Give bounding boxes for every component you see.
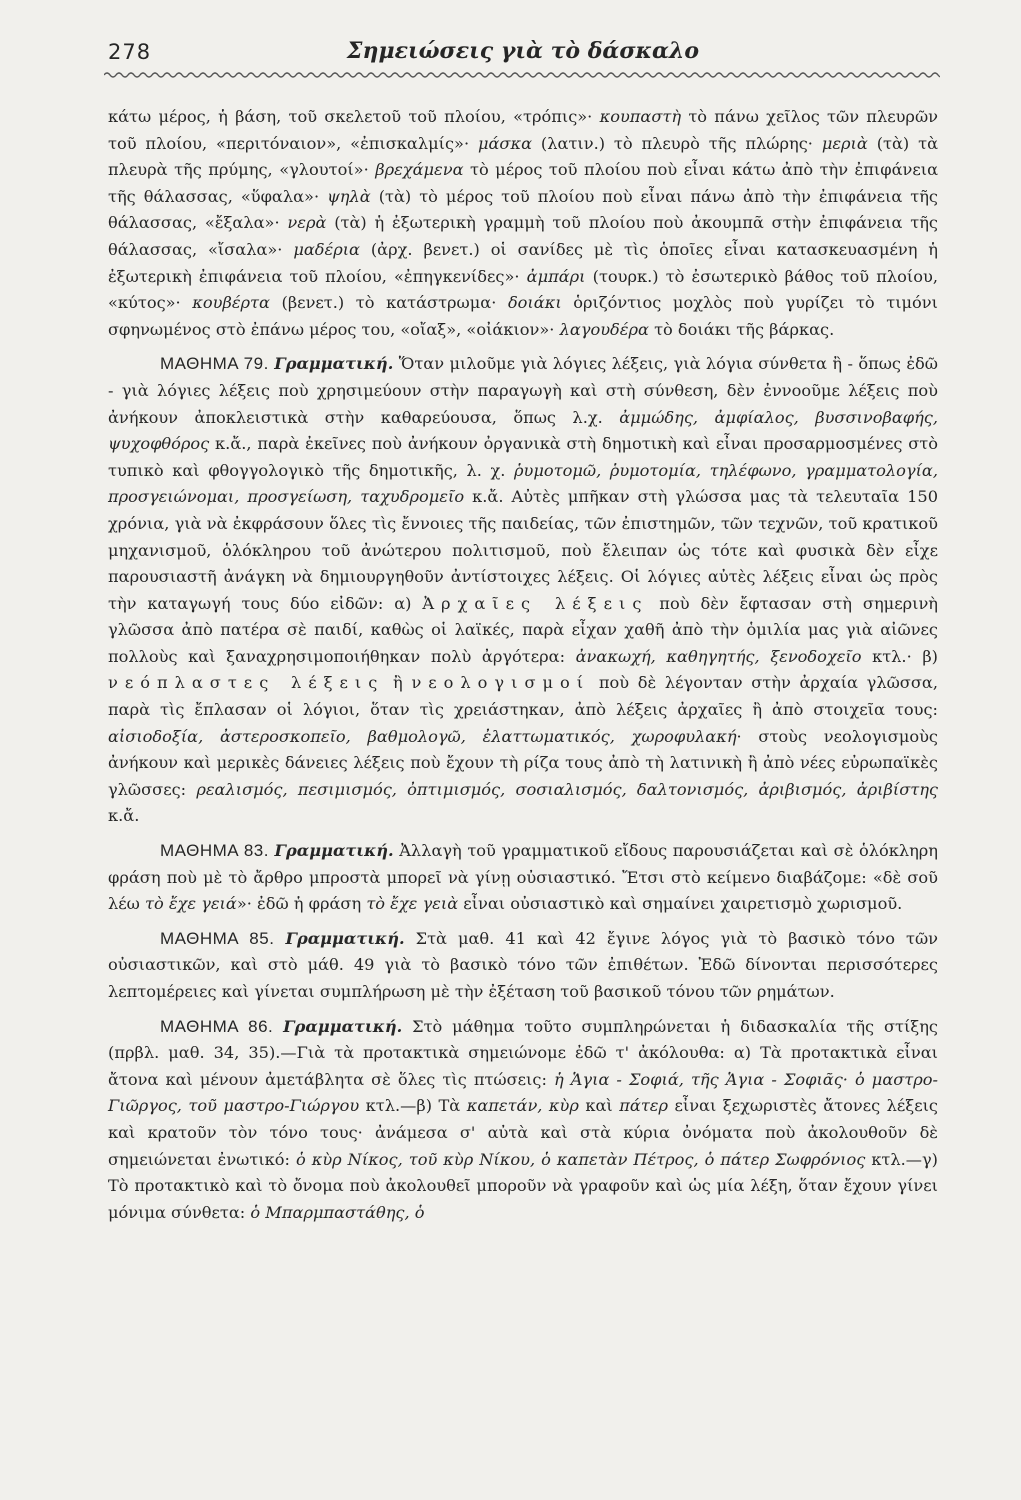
- lesson-85-label: ΜΑΘΗΜΑ 85.: [160, 928, 275, 948]
- lesson-83-label: ΜΑΘΗΜΑ 83.: [160, 841, 269, 861]
- lesson-86-label: ΜΑΘΗΜΑ 86.: [160, 1016, 274, 1036]
- lesson-79-paragraph: ΜΑΘΗΜΑ 79. Γραμματική. Ὅταν μιλοῦμε γιὰ λόγιες λέξεις, γιὰ λόγια σύνθετα ἢ - ὅπως ἐδῶ - γιὰ λόγιες λέξεις ποὺ χρησιμεύουν στὴν παραγωγὴ καὶ στὴ σύνθεση, δὲν ἐννοοῦμε λέξεις ποὺ ἀνήκουν ἀποκλειστικὰ στὴν καθαρεύουσα, ὅπως λ.χ. ἀμμώδης, ἀμφίαλος, βυσσινοβαφής, ψυχοφθόρος κ.ἄ., παρὰ ἐκεῖνες ποὺ ἀνήκουν ὀργανικὰ στὴ δημοτικὴ καὶ εἶναι προσαρμοσμένες στὸ τυπικὸ καὶ φθογγολογικὸ τῆς δημοτικῆς, λ. χ. ῥυμοτομῶ, ῥυμοτομία, τηλέφωνο, γραμματολογία, προσγειώνομαι, προσγείωση, ταχυδρομεῖο κ.ἄ. Αὐτὲς μπῆκαν στὴ γλώσσα μας τὰ τελευταῖα 150 χρόνια, γιὰ νὰ ἐκφράσουν ὅλες τὶς ἔννοιες τῆς παιδείας, τῶν ἐπιστημῶν, τῶν τεχνῶν, τοῦ κρατικοῦ μηχανισμοῦ, ὁλόκληρου τοῦ ἀνώτερου πολιτισμοῦ, ποὺ ἔλειπαν ὡς τότε καὶ φυσικὰ δὲν εἶχε παρουσιαστῆ ἀνάγκη νὰ δημιουργηθοῦν ἀντίστοιχες λέξεις. Οἱ λόγιες αὐτὲς λέξεις εἶναι ὡς πρὸς τὴν καταγωγή τους δύο εἰδῶν: α) Ἀρχαῖες λέξεις ποὺ δὲν ἔφτασαν στὴ σημερινὴ γλῶσσα ἀπὸ πατέρα σὲ παιδί, καθὼς οἱ λαϊκές, παρὰ εἶχαν χαθῆ ἀπὸ τὴν ὁμιλία μας γιὰ αἰῶνες πολλοὺς καὶ ξαναχρησιμοποιήθηκαν πολὺ ἀργότερα: ἀνακωχή, καθηγητής, ξενοδοχεῖο κτλ.· β) νεόπλαστες λέξεις ἢ νεολογισμοί ποὺ δὲ λέγονταν στὴν ἀρχαία γλῶσσα, παρὰ τὶς ἔπλασαν οἱ λόγιοι, ὅταν τὶς χρειάστηκαν, ἀπὸ λέξεις ἀρχαῖες ἢ ἀπὸ στοιχεῖα τους: αἰσιοδοξία, ἀστεροσκοπεῖο, βαθμολογῶ, ἐλαττωματικός, χωροφυλακή· στοὺς νεολογισμοὺς ἀνήκουν καὶ μερικὲς δάνειες λέξεις ποὺ ἔχουν τὴ ρίζα τους ἀπὸ τὴ λατινικὴ ἢ ἀπὸ νέες εὐρωπαϊκὲς γλῶσσες: ρεαλισμός, πεσιμισμός, ὀπτιμισμός, σοσιαλισμός, δαλτονισμός, ἀριβισμός, ἀριβίστης κ.ἄ.: [108, 354, 939, 826]
- running-title: Σημειώσεις γιὰ τὸ δάσκαλο: [346, 38, 700, 64]
- lesson-83-subject: Γραμματική.: [274, 841, 394, 861]
- page-number: 278: [108, 40, 152, 64]
- lesson-85-paragraph: ΜΑΘΗΜΑ 85. Γραμματική. Στὰ μαθ. 41 καὶ 42 ἔγινε λόγος γιὰ τὸ βασικὸ τόνο τῶν οὐσιαστικῶν, καὶ στὸ μάθ. 49 γιὰ τὸ βασικὸ τόνο τῶν ἐπιθέτων. Ἐδῶ δίνονται περισσότερες λεπτομέρειες καὶ γίνεται συμπλήρωση μὲ τὴν ἐξέταση τοῦ βασικοῦ τόνου τῶν ρημάτων.: [108, 928, 938, 1001]
- intro-paragraph: κάτω μέρος, ἡ βάση, τοῦ σκελετοῦ τοῦ πλοίου, «τρόπις»· κουπαστὴ τὸ πάνω χεῖλος τῶν πλευρῶν τοῦ πλοίου, «περιτόναιον», «ἐπισκαλμίς»· μάσκα (λατιν.) τὸ πλευρὸ τῆς πλώρης· μεριὰ (τὰ) τὰ πλευρὰ τῆς πρύμης, «γλουτοί»· βρεχάμενα τὸ μέρος τοῦ πλοίου ποὺ εἶναι κάτω ἀπὸ τὴν ἐπιφάνεια τῆς θάλασσας, «ὕφαλα»· ψηλὰ (τὰ) τὸ μέρος τοῦ πλοίου ποὺ εἶναι πάνω ἀπὸ τὴν ἐπιφάνεια τῆς θάλασσας, «ἔξαλα»· νερὰ (τὰ) ἡ ἐξωτερικὴ γραμμὴ τοῦ πλοίου ποὺ ἀκουμπᾶ στὴν ἐπιφάνεια τῆς θάλασσας, «ἴσαλα»· μαδέρια (ἀρχ. βενετ.) οἱ σανίδες μὲ τὶς ὁποῖες εἶναι κατασκευασμένη ἡ ἐξωτερικὴ ἐπιφάνεια τοῦ πλοίου, «ἐπηγκενίδες»· ἀμπάρι (τουρκ.) τὸ ἐσωτερικὸ βάθος τοῦ πλοίου, «κύτος»· κουβέρτα (βενετ.) τὸ κατάστρωμα· δοιάκι ὁριζόντιος μοχλὸς ποὺ γυρίζει τὸ τιμόνι σφηνωμένος στὸ ἐπάνω μέρος του, «οἴαξ», «οἰάκιον»· λαγουδέρα τὸ δοιάκι τῆς βάρκας.: [108, 107, 939, 339]
- lesson-79-label: ΜΑΘΗΜΑ 79.: [160, 354, 269, 374]
- lesson-85-subject: Γραμματική.: [285, 928, 405, 948]
- lesson-79-subject: Γραμματική.: [274, 354, 394, 374]
- header-wavy-rule: [104, 68, 940, 82]
- lesson-83-paragraph: ΜΑΘΗΜΑ 83. Γραμματική. Ἀλλαγὴ τοῦ γραμματικοῦ εἴδους παρουσιάζεται καὶ σὲ ὁλόκληρη φράση ποὺ μὲ τὸ ἄρθρο μπροστὰ μπορεῖ νὰ γίνῃ οὐσιαστικό. Ἔτσι στὸ κείμενο διαβάζομε: «δὲ σοῦ λέω τὸ ἔχε γειά»· ἐδῶ ἡ φράση τὸ ἔχε γειὰ εἶναι οὐσιαστικὸ καὶ σημαίνει χαιρετισμὸ χωρισμοῦ.: [108, 841, 938, 914]
- body-text: [108, 104, 938, 1226]
- lesson-86-subject: Γραμματική.: [283, 1016, 403, 1036]
- lesson-86-paragraph: ΜΑΘΗΜΑ 86. Γραμματική. Στὸ μάθημα τοῦτο συμπληρώνεται ἡ διδασκαλία τῆς στίξης (πρβλ. μαθ. 34, 35).—Γιὰ τὰ προτακτικὰ σημειώνομε ἐδῶ τ' ἀκόλουθα: α) Τὰ προτακτικὰ εἶναι ἄτονα καὶ μένουν ἀμετάβλητα σὲ ὅλες τὶς πτώσεις: ἡ Ἁγια - Σοφιά, τῆς Ἁγια - Σοφιᾶς· ὁ μαστρο-Γιῶργος, τοῦ μαστρο-Γιώργου κτλ.—β) Τὰ καπετάν, κὺρ καὶ πάτερ εἶναι ξεχωριστὲς ἄτονες λέξεις καὶ κρατοῦν τὸν τόνο τους· ἀνάμεσα σ' αὐτὰ καὶ στὰ κύρια ὀνόματα ποὺ ἀκολουθοῦν δὲ σημειώνεται ἐνωτικό: ὁ κὺρ Νίκος, τοῦ κὺρ Νίκου, ὁ καπετὰν Πέτρος, ὁ πάτερ Σωφρόνιος κτλ.—γ) Τὸ προτακτικὸ καὶ τὸ ὄνομα ποὺ ἀκολουθεῖ μποροῦν νὰ γραφοῦν καὶ ὡς μία λέξη, ὅταν ἔχουν γίνει μόνιμα σύνθετα: ὁ Μπαρμπαστάθης, ὁ: [108, 1016, 938, 1222]
